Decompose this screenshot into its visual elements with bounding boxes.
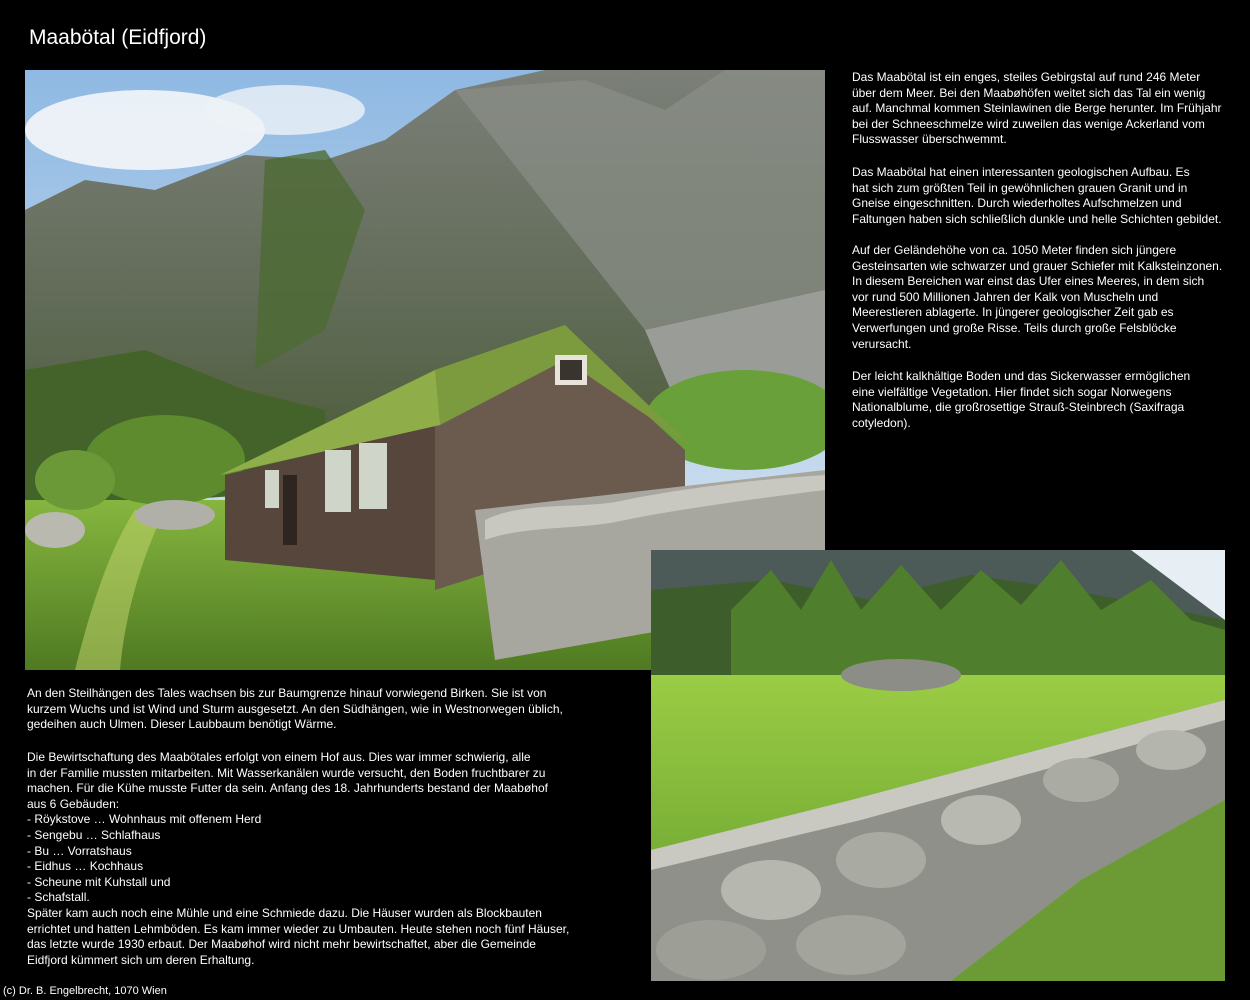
vegetation-slopes-paragraph: An den Steilhängen des Tales wachsen bis zur Baumgrenze hinauf vorwiegend Birken. Sie ist von kurzem Wuchs und ist Wind und Sturm ausgesetzt. An den Südhängen, wie in Westnorwegen üblich, gedeihen auch Ulmen. Dieser Laubbaum benötigt Wärme. xyxy=(27,686,563,732)
farm-history-paragraph: Die Bewirtschaftung des Maabötales erfolgt von einem Hof aus. Dies war immer schwierig, alle in der Familie mussten mitarbeiten. Mit Wasserkanälen wurde versucht, den Boden fruchtbarer zu machen. Für die Kühe musste Futter da sein. Anfang des 18. Jahrhunderts bestand der Maabøhof aus 6 Gebäuden: - Röykstove … Wohnhaus mit offenem Herd - Sengebu … Schlafhaus - Bu … Vorratshaus - Eidhus … Kochhaus - Scheune mit Kuhstall und - Schafstall. Später kam auch noch eine Mühle und eine Schmiede dazu. Die Häuser wurden als Blockbauten errichtet und hatten Lehmböden. Es kam immer wieder zu Umbauten. Heute stehen noch fünf Häuser, das letzte wurde 1930 erbaut. Der Maabøhof wird nicht mehr bewirtschaftet, aber die Gemeinde Eidfjord kümmert sich um deren Erhaltung. xyxy=(27,750,570,967)
copyright-footer: (c) Dr. B. Engelbrecht, 1070 Wien xyxy=(3,985,167,997)
vegetation-paragraph: Der leicht kalkhältige Boden und das Sickerwasser ermöglichen eine vielfältige Vegetation. Hier findet sich sogar Norwegens Nationalblume, die großrosettige Strauß-Steinbrech (Saxifraga cotyledon). xyxy=(852,369,1191,430)
photo-stone-wall-meadow xyxy=(651,550,1225,981)
page-title: Maabötal (Eidfjord) xyxy=(29,26,207,49)
geology-paragraph: Das Maabötal hat einen interessanten geologischen Aufbau. Es hat sich zum größten Teil in gewöhnlichen grauen Granit und in Gneise eingeschnitten. Durch wiederholtes Aufschmelzen und Faltungen haben sich schließlich dunkle und helle Schichten gebildet. xyxy=(852,165,1222,226)
geography-paragraph: Das Maabötal ist ein enges, steiles Gebirgstal auf rund 246 Meter über dem Meer. Bei den Maabøhöfen weitet sich das Tal ein wenig auf. Manchmal kommen Steinlawinen die Berge herunter. Im Frühjahr bei der Schneeschmelze wird zuweilen das wenige Ackerland vom Flusswasser überschwemmt. xyxy=(852,70,1222,147)
rock-types-paragraph: Auf der Geländehöhe von ca. 1050 Meter finden sich jüngere Gesteinsarten wie schwarzer und grauer Schiefer mit Kalksteinzonen. In diesem Bereichen war einst das Ufer eines Meeres, in dem sich vor rund 500 Millionen Jahren der Kalk von Muscheln und Meerestieren ablagerte. In jüngerer geologischer Zeit gab es Verwerfungen und große Risse. Teils durch große Felsblöcke verursacht. xyxy=(852,243,1223,351)
stone-wall-meadow-illustration xyxy=(651,550,1225,981)
